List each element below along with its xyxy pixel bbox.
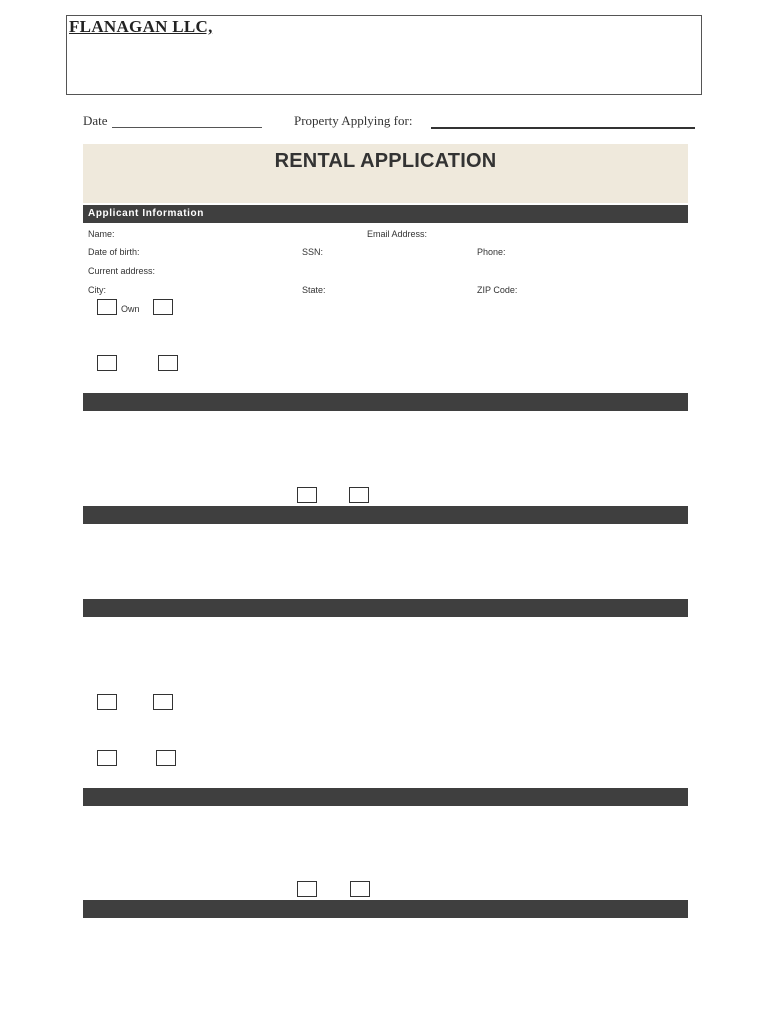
section-bar-2	[83, 393, 688, 411]
date-label: Date	[83, 113, 108, 128]
section-bar-6	[83, 900, 688, 918]
current-address-label: Current address:	[88, 266, 156, 276]
ssn-label: SSN:	[302, 247, 324, 257]
checkbox-c3[interactable]	[97, 750, 117, 766]
phone-label: Phone:	[477, 247, 506, 257]
checkbox-c4[interactable]	[156, 750, 176, 766]
section-bar-4	[83, 599, 688, 617]
section-bar-3	[83, 506, 688, 524]
email-label: Email Address:	[367, 229, 428, 239]
section-bar-applicant	[83, 205, 688, 223]
property-label: Property Applying for:	[294, 113, 413, 128]
title-band	[83, 144, 688, 203]
section-heading-applicant: Applicant Information	[88, 208, 204, 219]
state-label: State:	[302, 285, 326, 295]
checkbox-b2[interactable]	[349, 487, 369, 503]
name-label: Name:	[88, 229, 115, 239]
own-checkbox[interactable]	[97, 299, 117, 315]
own-label: Own	[121, 304, 140, 314]
checkbox-d1[interactable]	[297, 881, 317, 897]
checkbox-b1[interactable]	[297, 487, 317, 503]
section-bar-5	[83, 788, 688, 806]
property-input-line[interactable]	[431, 127, 695, 129]
checkbox-a1[interactable]	[97, 355, 117, 371]
rent-checkbox[interactable]	[153, 299, 173, 315]
company-name: FLANAGAN LLC,	[69, 17, 213, 36]
checkbox-c2[interactable]	[153, 694, 173, 710]
checkbox-d2[interactable]	[350, 881, 370, 897]
date-input-line[interactable]	[112, 127, 262, 128]
company-header-box	[66, 15, 702, 95]
city-label: City:	[88, 285, 106, 295]
checkbox-c1[interactable]	[97, 694, 117, 710]
zip-label: ZIP Code:	[477, 285, 518, 295]
form-title: RENTAL APPLICATION	[274, 150, 497, 172]
checkbox-a2[interactable]	[158, 355, 178, 371]
dob-label: Date of birth:	[88, 247, 140, 257]
